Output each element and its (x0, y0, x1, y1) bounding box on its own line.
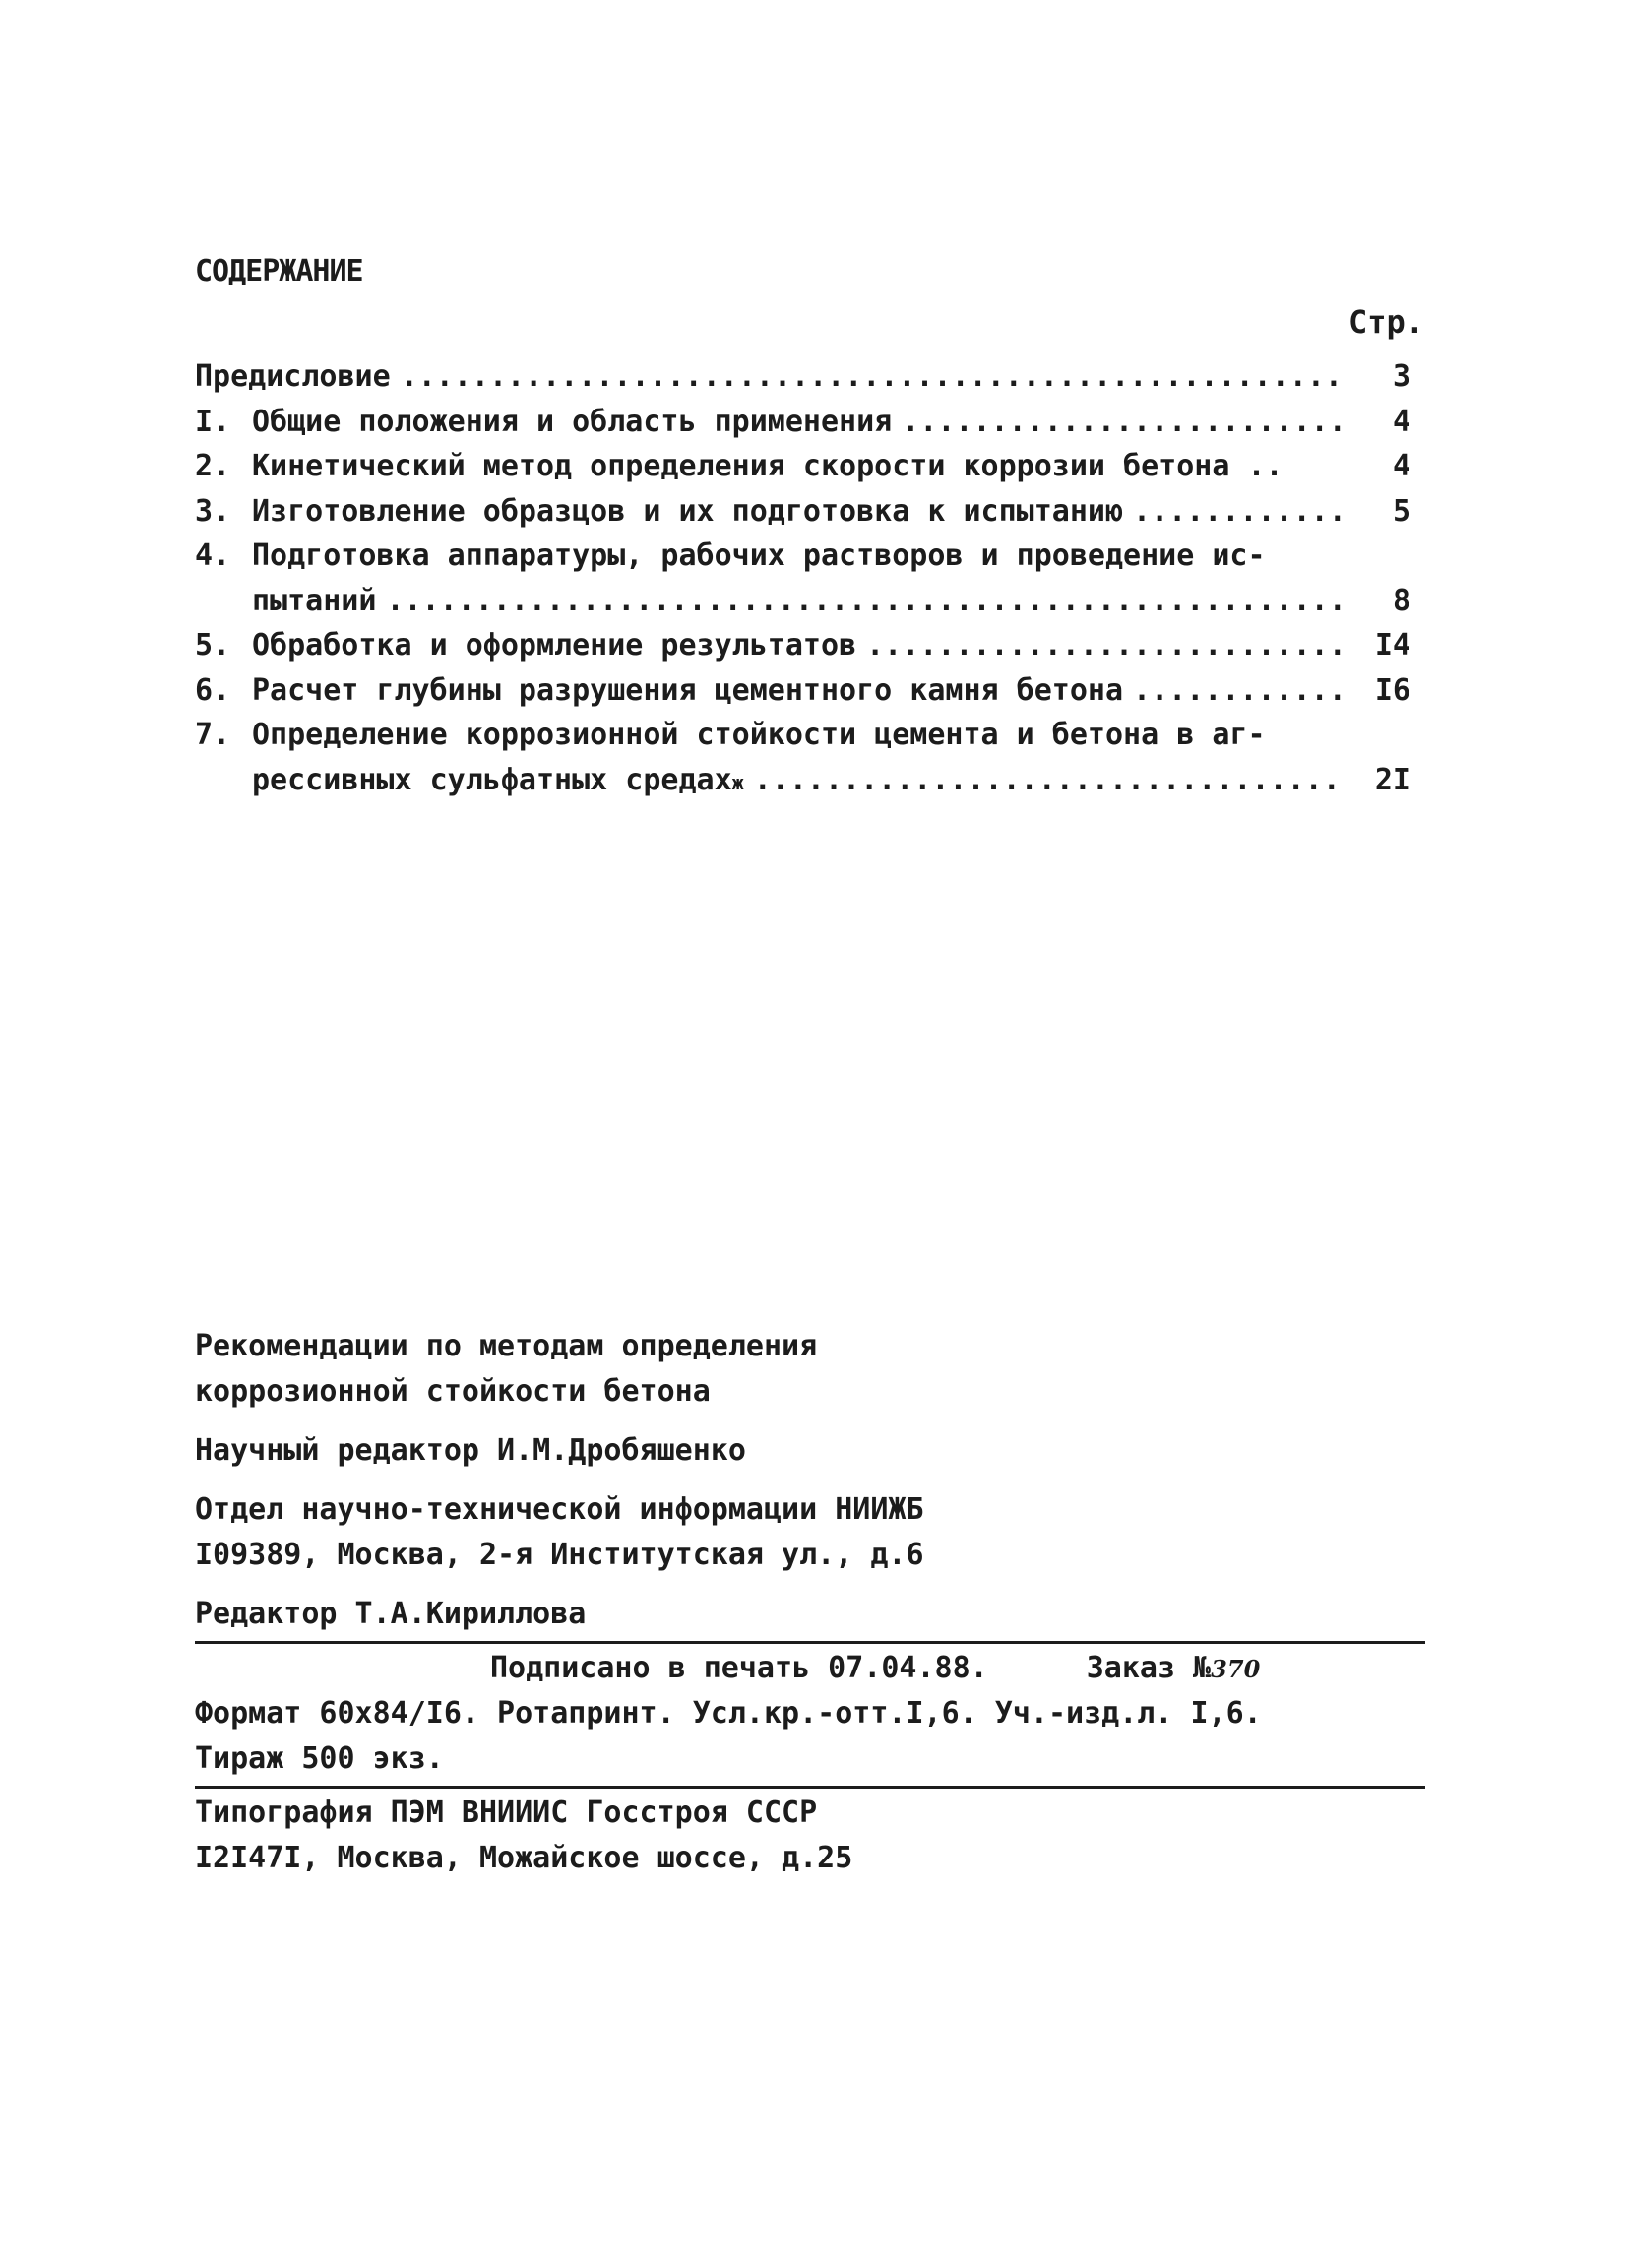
toc-page-number: I6 (1374, 672, 1410, 708)
footnote-mark: ж (731, 770, 744, 794)
signed-for-print: Подписано в печать 07.04.88. (490, 1651, 988, 1685)
toc-entry-title: Определение коррозионной стойкости цемента и бетона в аг- (252, 718, 1266, 752)
toc-entry-number: 7. (195, 718, 231, 752)
toc-entry-number: 3. (195, 493, 231, 529)
toc-entry-preface (195, 359, 1410, 405)
toc-entry-7 (195, 718, 1410, 807)
publication-title-line-1: Рекомендации по методам определения (195, 1329, 818, 1363)
publication-title-line-2: коррозионной стойкости бетона (195, 1374, 711, 1409)
toc-page-number: 8 (1392, 583, 1410, 618)
page-column-header: Стр. (1348, 303, 1425, 341)
scientific-editor: Научный редактор И.М.Дробяшенко (195, 1433, 746, 1468)
publisher-address: I09389, Москва, 2-я Институтская ул., д.6 (195, 1538, 924, 1572)
toc-page-number: 4 (1392, 404, 1410, 439)
toc-page-number: 2I (1374, 762, 1410, 797)
dot-leader (744, 763, 1342, 797)
toc-entry-title: Предисловие (195, 359, 391, 394)
toc-entry-5 (195, 628, 1410, 673)
publisher-department: Отдел научно-технической информации НИИЖБ (195, 1492, 924, 1527)
toc-page-number: 3 (1392, 359, 1410, 394)
dot-leader (892, 405, 1342, 439)
print-run: Тираж 500 экз. (195, 1741, 444, 1776)
dot-leader (391, 359, 1342, 394)
toc-heading: СОДЕРЖАНИЕ (195, 254, 363, 288)
dot-leader (1123, 494, 1342, 529)
toc-page-number: I4 (1374, 628, 1410, 662)
toc-entry-title: Общие положения и область применения (252, 404, 893, 439)
divider (195, 1786, 1425, 1789)
toc-entry-number: 2. (195, 449, 231, 483)
order-label: Заказ № (1086, 1651, 1212, 1685)
toc-entry-number: 6. (195, 672, 231, 708)
toc-entry-2 (195, 449, 1410, 494)
order-number: 370 (1211, 1655, 1261, 1683)
toc-entry-number: 5. (195, 628, 231, 662)
divider (195, 1641, 1425, 1644)
print-signing-line (195, 1646, 1425, 1691)
toc-entry-6 (195, 673, 1410, 719)
toc-entry-title-continuation: пытаний (252, 583, 377, 618)
toc-entry-title: Расчет глубины разрушения цементного камня бетона (252, 672, 1124, 708)
toc-entry-title: Изготовление образцов и их подготовка к испытанию (252, 493, 1124, 529)
toc-page-number: 4 (1392, 449, 1410, 483)
toc-entry-3 (195, 494, 1410, 539)
toc-entry-number: I. (195, 404, 231, 439)
table-of-contents (195, 359, 1410, 807)
printer-address: I2I47I, Москва, Можайское шоссе, д.25 (195, 1841, 853, 1875)
toc-entry-number: 4. (195, 538, 231, 573)
dot-leader (376, 584, 1342, 618)
format-line: Формат 60x84/I6. Ротапринт. Усл.кр.-отт.I,6. Уч.-изд.л. I,6. (195, 1696, 1262, 1731)
toc-entry-title: Кинетический метод определения скорости коррозии бетона .. (252, 449, 1284, 483)
toc-entry-4 (195, 538, 1410, 628)
dot-leader (856, 628, 1342, 662)
dot-leader (1123, 673, 1342, 708)
toc-entry-title: Подготовка аппаратуры, рабочих растворов и проведение ис- (252, 538, 1266, 573)
editor: Редактор Т.А.Кириллова (195, 1597, 587, 1631)
toc-entry-title: Обработка и оформление результатов (252, 628, 857, 662)
printer: Типография ПЭМ ВНИИИС Госстроя СССР (195, 1796, 818, 1830)
toc-page-number: 5 (1392, 493, 1410, 529)
imprint-block (195, 1324, 1425, 1881)
toc-entry-1 (195, 405, 1410, 450)
toc-entry-title-continuation: рессивных сульфатных средах (252, 762, 732, 797)
